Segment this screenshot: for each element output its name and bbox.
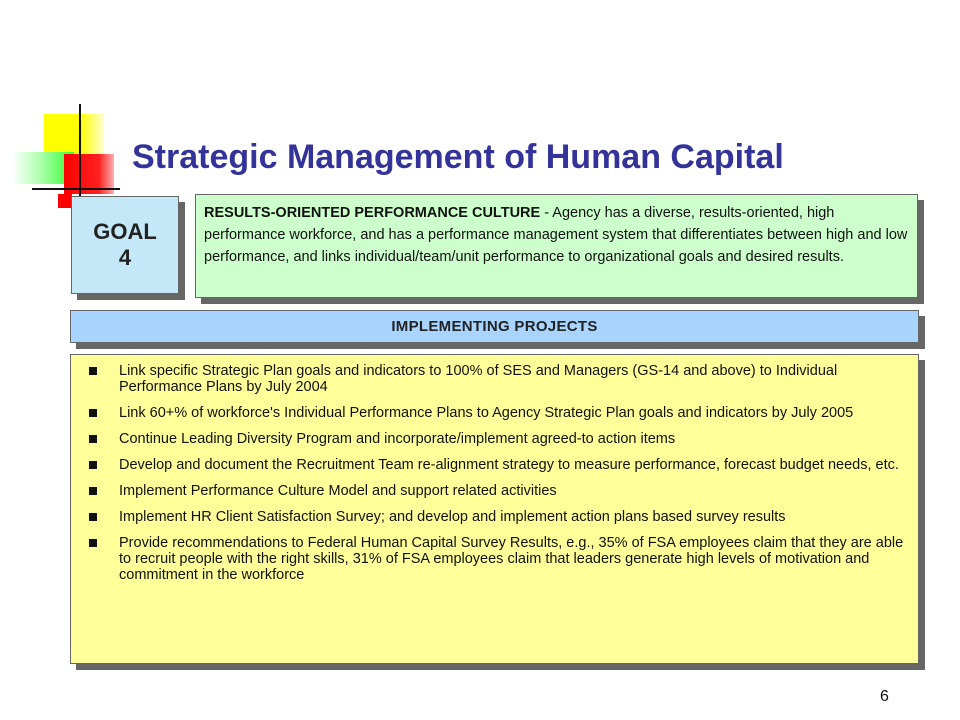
list-item — [87, 431, 904, 447]
goal-description — [195, 194, 918, 298]
goal-heading: RESULTS-ORIENTED PERFORMANCE CULTURE — [204, 205, 541, 221]
list-item — [87, 405, 904, 421]
square-bullet-icon — [89, 409, 97, 417]
decor-horizontal-line — [32, 188, 120, 190]
list-item — [87, 535, 904, 583]
project-list — [70, 354, 919, 664]
list-item — [87, 363, 904, 395]
square-bullet-icon — [89, 367, 97, 375]
list-item — [87, 483, 904, 499]
square-bullet-icon — [89, 513, 97, 521]
goal-label: GOAL — [93, 219, 157, 244]
list-item — [87, 509, 904, 525]
goal-badge — [71, 196, 179, 294]
list-item-text: Link specific Strategic Plan goals and indicators to 100% of SES and Managers (GS-14 and above) to Individual Performance Plans by July 2004 — [119, 363, 838, 395]
list-item-text: Develop and document the Recruitment Team re-alignment strategy to measure performance, forecast budget needs, etc. — [119, 457, 899, 473]
implementing-projects-header: IMPLEMENTING PROJECTS — [70, 310, 919, 343]
list-item — [87, 457, 904, 473]
page-number: 6 — [880, 688, 889, 705]
square-bullet-icon — [89, 487, 97, 495]
slide-title: Strategic Management of Human Capital — [132, 138, 784, 176]
square-bullet-icon — [89, 435, 97, 443]
goal-number: 4 — [118, 245, 132, 270]
list-item-text: Provide recommendations to Federal Human Capital Survey Results, e.g., 35% of FSA employees claim that they are able to recruit people with the right skills, 31% of FSA employees claim that leaders generate high levels of motivation and commitment in the workforce — [119, 535, 904, 583]
list-item-text: Implement Performance Culture Model and support related activities — [119, 483, 557, 499]
list-item-text: Link 60+% of workforce's Individual Performance Plans to Agency Strategic Plan goals and indicators by July 2005 — [119, 405, 854, 421]
list-item-text: Implement HR Client Satisfaction Survey; and develop and implement action plans based survey results — [119, 509, 786, 525]
list-item-text: Continue Leading Diversity Program and incorporate/implement agreed-to action items — [119, 431, 676, 447]
square-bullet-icon — [89, 539, 97, 547]
decor-red-small-square — [58, 194, 72, 208]
square-bullet-icon — [89, 461, 97, 469]
goal-description-text: - Agency has a diverse, results-oriented, high performance workforce, and has a performance management system that differentiates between high and low performance, and links individual/team/unit performance to organizational goals and desired results. — [204, 205, 908, 265]
